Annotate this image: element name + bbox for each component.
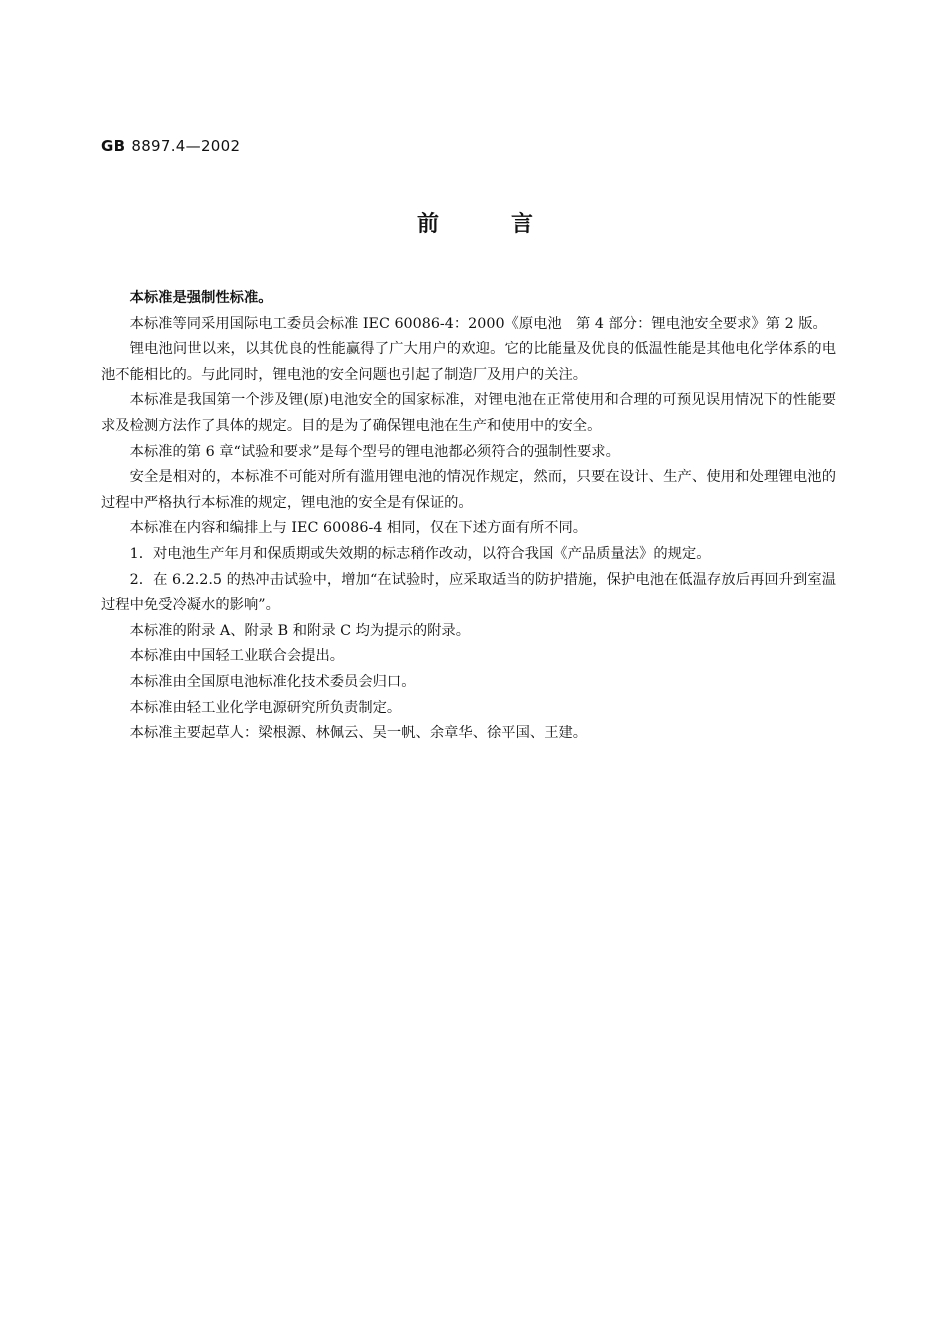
standard-number: 8897.4—2002 (131, 137, 241, 155)
paragraph-intro: 锂电池问世以来，以其优良的性能赢得了广大用户的欢迎。它的比能量及优良的低温性能是其他电化学体系的电池不能相比的。与此同时，锂电池的安全问题也引起了制造厂及用户的关注。 (101, 341, 836, 383)
paragraph-chapter6: 本标准的第 6 章“试验和要求”是每个型号的锂电池都必须符合的强制性要求。 (129, 443, 620, 460)
paragraph-mandatory: 本标准是强制性标准。 (129, 290, 273, 306)
paragraph-committee: 本标准由全国原电池标准化技术委员会归口。 (129, 673, 416, 690)
paragraph-proposer: 本标准由中国轻工业联合会提出。 (129, 648, 345, 665)
paragraph-appendices: 本标准的附录 A、附录 B 和附录 C 均为提示的附录。 (129, 622, 471, 639)
paragraph-drafter-org: 本标准由轻工业化学电源研究所负责制定。 (129, 699, 402, 716)
document-header (101, 137, 240, 155)
paragraph-safety: 安全是相对的，本标准不可能对所有滥用锂电池的情况作规定，然而，只要在设计、生产、使用和处理锂电池的过程中严格执行本标准的规定，锂电池的安全是有保证的。 (101, 469, 836, 511)
paragraph-drafters: 本标准主要起草人：梁根源、林佩云、吴一帆、余章华、徐平国、王建。 (129, 725, 588, 742)
list-item: 2．在 6.2.2.5 的热冲击试验中，增加“在试验时，应采取适当的防护措施，保护电池在低温存放后再回升到室温过程中免受冷凝水的影响”。 (101, 571, 836, 614)
foreword-body (101, 286, 836, 747)
page-title: 前言 (416, 212, 605, 237)
paragraph-differences: 本标准在内容和编排上与 IEC 60086-4 相同，仅在下述方面有所不同。 (129, 520, 588, 537)
paragraph-scope: 本标准是我国第一个涉及锂(原)电池安全的国家标准，对锂电池在正常使用和合理的可预见误用情况下的性能要求及检测方法作了具体的规定。目的是为了确保锂电池在生产和使用中的安全。 (101, 392, 836, 434)
paragraph-adoption: 本标准等同采用国际电工委员会标准 IEC 60086-4：2000《原电池 第 4 部分：锂电池安全要求》第 2 版。 (129, 315, 827, 332)
standard-prefix: GB (101, 137, 126, 155)
list-item: 1．对电池生产年月和保质期或失效期的标志稍作改动，以符合我国《产品质量法》的规定。 (129, 545, 711, 562)
